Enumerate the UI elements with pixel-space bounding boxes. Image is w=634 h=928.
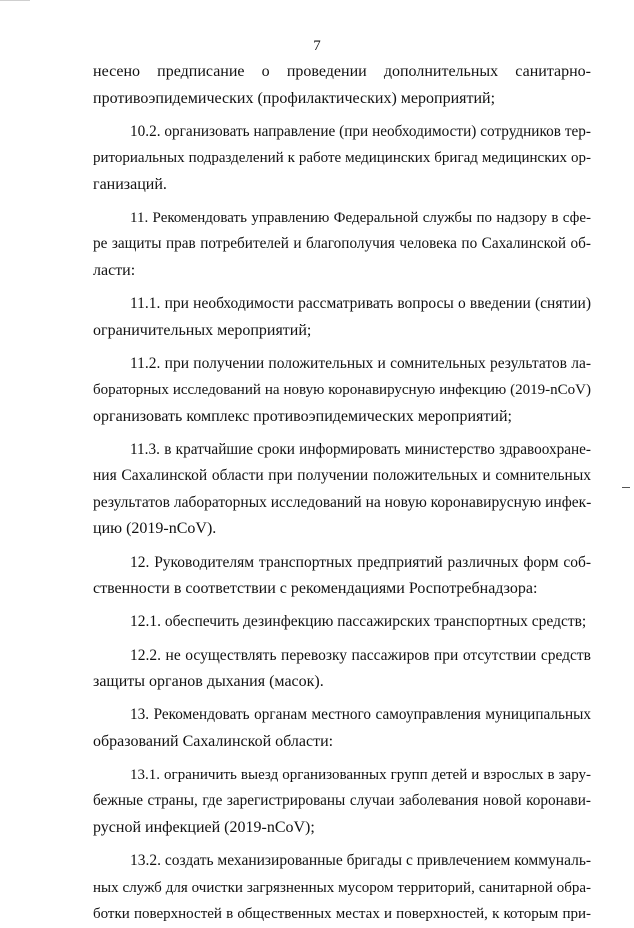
- paragraph: [93, 550, 591, 603]
- paragraph: [93, 437, 591, 543]
- text-line: 11.2. при получении положительных и сомнительных результатов ла-: [130, 354, 591, 372]
- text-line: 11.1. при необходимости рассматривать вопросы о введении (снятии): [130, 295, 591, 313]
- text-line: 12. Руководителям транспортных предприятий различных форм соб-: [130, 553, 591, 571]
- paragraph: [93, 59, 591, 112]
- scan-edge-mark: [0, 0, 30, 1]
- paragraph: [93, 848, 591, 928]
- text-line: ния Сахалинской области при получении положительных и сомнительных: [93, 467, 591, 485]
- text-line: несено предписание о проведении дополнительных санитарно-: [93, 63, 591, 80]
- text-line: организовать комплекс противоэпидемических мероприятий;: [93, 407, 512, 425]
- text-line: ре защиты прав потребителей и благополучия человека по Сахалинской об-: [93, 235, 591, 253]
- text-line: 11. Рекомендовать управлению Федеральной службы по надзору в сфе-: [130, 209, 591, 226]
- text-line: образований Сахалинской области:: [93, 732, 334, 750]
- text-line: противоэпидемических (профилактических) мероприятий;: [93, 89, 496, 107]
- text-line: бежные страны, где зарегистрированы случаи заболевания новой коронави-: [93, 792, 591, 810]
- text-line: защиты органов дыхания (масок).: [93, 673, 324, 690]
- paragraph: [93, 609, 591, 636]
- text-line: риториальных подразделений к работе медицинских бригад медицинских ор-: [93, 150, 591, 167]
- text-line: 13.1. ограничить выезд организованных групп детей и взрослых в зару-: [130, 766, 591, 783]
- body-text: [93, 59, 591, 928]
- text-line: 12.1. обеспечить дезинфекцию пассажирских транспортных средств;: [130, 613, 587, 631]
- text-line: 12.2. не осуществлять перевозку пассажиров при отсутствии средств: [130, 646, 591, 664]
- page-number: 7: [313, 38, 321, 54]
- text-line: ственности в соответствии с рекомендациями Роспотребнадзора:: [93, 580, 538, 598]
- margin-dash-mark: [622, 487, 630, 488]
- text-line: ласти:: [93, 261, 136, 279]
- text-line: цию (2019-nCoV).: [93, 520, 217, 538]
- text-line: русной инфекцией (2019-nCoV);: [93, 818, 315, 836]
- text-line: ных служб для очистки загрязненных мусором территорий, санитарной обра-: [93, 879, 591, 896]
- text-line: 11.3. в кратчайшие сроки информировать министерство здравоохране-: [130, 440, 591, 458]
- paragraph: [93, 291, 591, 344]
- text-line: 10.2. организовать направление (при необходимости) сотрудников тер-: [130, 122, 591, 140]
- paragraph: [93, 702, 591, 755]
- paragraph: [93, 119, 591, 199]
- text-line: результатов лабораторных исследований на новую коронавирусную инфек-: [93, 493, 592, 511]
- text-line: 13. Рекомендовать органам местного самоуправления муниципальных: [130, 706, 591, 724]
- text-line: 13.2. создать механизированные бригады с привлечением коммуналь-: [130, 852, 592, 870]
- paragraph: [93, 351, 591, 431]
- paragraph: [93, 205, 591, 285]
- text-line: ботки поверхностей в общественных местах и поверхностей, к которым при-: [93, 906, 591, 923]
- paragraph: [93, 643, 591, 696]
- paragraph: [93, 762, 591, 842]
- text-line: бораторных исследований на новую коронавирусную инфекцию (2019-nCoV): [93, 382, 591, 399]
- text-line: ограничительных мероприятий;: [93, 321, 312, 339]
- text-line: ганизаций.: [93, 175, 167, 193]
